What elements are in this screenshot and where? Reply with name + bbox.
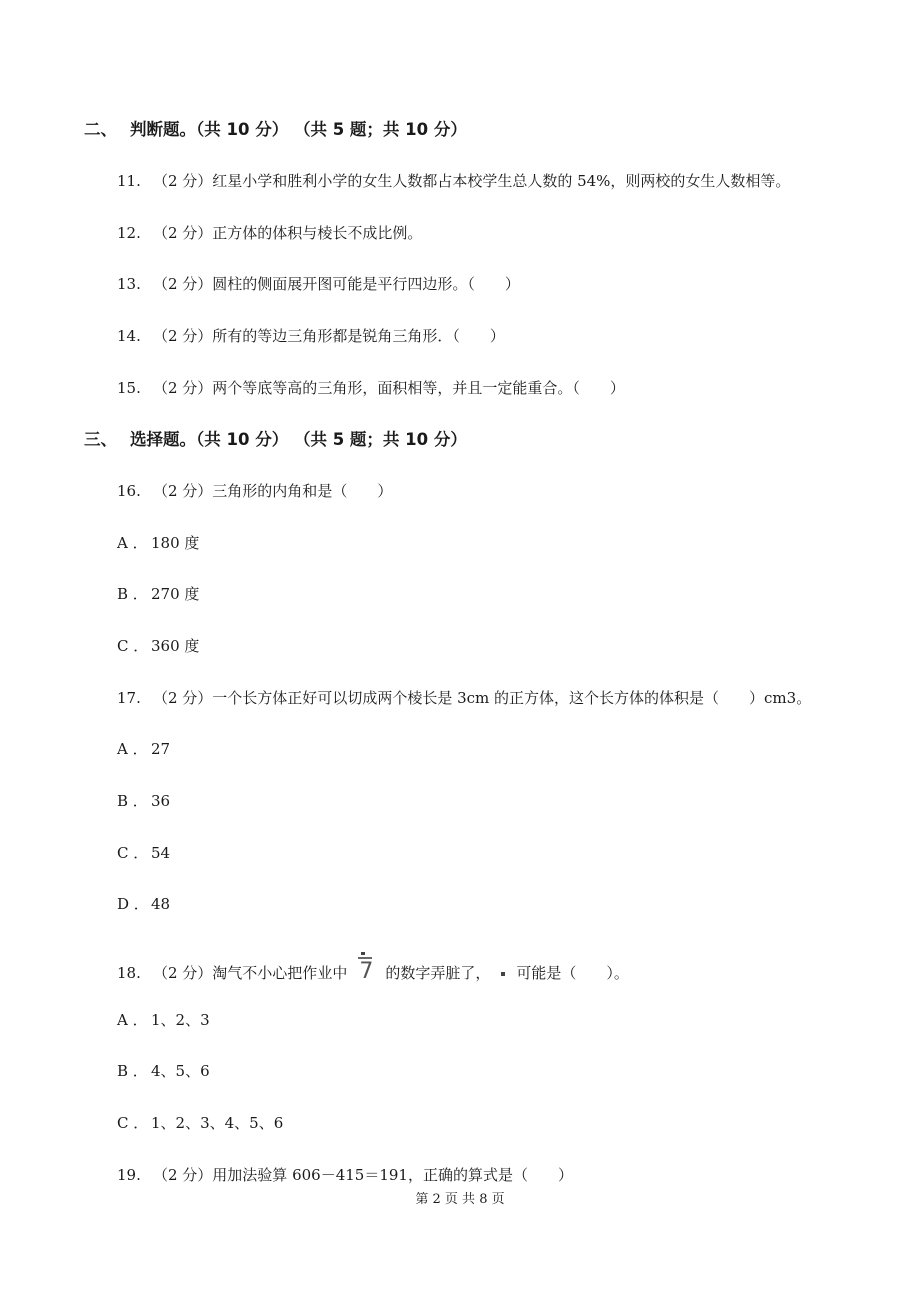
question-text-after: 可能是（ ）。	[516, 964, 629, 982]
option-text: 1、2、3	[151, 1011, 210, 1029]
option-label: A ．	[117, 740, 148, 758]
question-16	[117, 481, 392, 501]
question-text: （2 分）用加法验算 606－415＝191，正确的算式是（ ）	[153, 1166, 573, 1184]
option-16-c[interactable]	[117, 636, 199, 656]
option-label: C ．	[117, 844, 149, 862]
question-number: 19.	[117, 1166, 141, 1184]
question-text: （2 分）三角形的内角和是（ ）	[153, 482, 393, 500]
section-heading-judgment	[84, 119, 467, 141]
question-text-middle: 的数字弄脏了，	[385, 964, 491, 982]
option-text: 36	[151, 792, 171, 810]
option-16-a[interactable]	[117, 533, 199, 553]
question-15	[117, 378, 625, 398]
option-18-c[interactable]	[117, 1113, 283, 1133]
option-17-c[interactable]	[117, 843, 170, 863]
page-footer: 第 2 页 共 8 页	[415, 1192, 505, 1207]
option-text: 360 度	[151, 637, 200, 655]
question-number: 16.	[117, 482, 141, 500]
question-text: （2 分）一个长方体正好可以切成两个棱长是 3cm 的正方体，这个长方体的体积是（ ）cm3。	[153, 689, 812, 707]
question-14	[117, 326, 505, 346]
option-18-a[interactable]	[117, 1010, 210, 1030]
section-title: 选择题。（共 10 分） （共 5 题；共 10 分）	[130, 430, 467, 449]
option-label: B ．	[117, 585, 148, 603]
option-text: 180 度	[151, 534, 200, 552]
option-17-a[interactable]	[117, 739, 170, 759]
fraction-denominator: 7	[359, 959, 374, 984]
question-text: （2 分）两个等底等高的三角形，面积相等，并且一定能重合。（ ）	[153, 379, 625, 397]
question-number: 11.	[117, 172, 141, 190]
option-17-d[interactable]	[117, 894, 170, 914]
question-19	[117, 1165, 573, 1185]
question-12	[117, 223, 422, 243]
question-text: （2 分）所有的等边三角形都是锐角三角形．（ ）	[153, 327, 505, 345]
question-number: 12.	[117, 224, 141, 242]
question-text-before: （2 分）淘气不小心把作业中	[153, 964, 348, 982]
question-text: （2 分）正方体的体积与棱长不成比例。	[153, 224, 423, 242]
option-label: B ．	[117, 792, 148, 810]
option-text: 1、2、3、4、5、6	[151, 1114, 284, 1132]
option-label: A ．	[117, 534, 148, 552]
question-number: 17.	[117, 689, 141, 707]
question-number: 14.	[117, 327, 141, 345]
option-text: 27	[151, 740, 171, 758]
question-number: 13.	[117, 275, 141, 293]
option-label: B ．	[117, 1062, 148, 1080]
question-text: （2 分）红星小学和胜利小学的女生人数都占本校学生总人数的 54%，则两校的女生人数相等。	[153, 172, 791, 190]
question-18	[117, 957, 629, 991]
option-label: C ．	[117, 637, 149, 655]
section-number: 三、	[84, 430, 117, 449]
option-17-b[interactable]	[117, 791, 170, 811]
section-number: 二、	[84, 120, 117, 139]
smudge-dot-icon	[498, 969, 508, 979]
question-number: 15.	[117, 379, 141, 397]
option-text: 48	[151, 895, 171, 913]
question-13	[117, 274, 520, 294]
option-text: 4、5、6	[151, 1062, 210, 1080]
smudged-fraction-image	[355, 957, 377, 991]
option-label: A ．	[117, 1011, 148, 1029]
question-17	[117, 688, 811, 708]
option-label: C ．	[117, 1114, 149, 1132]
option-16-b[interactable]	[117, 584, 199, 604]
option-text: 270 度	[151, 585, 200, 603]
option-18-b[interactable]	[117, 1061, 210, 1081]
option-label: D ．	[117, 895, 149, 913]
option-text: 54	[151, 844, 171, 862]
question-number: 18.	[117, 964, 141, 982]
question-11	[117, 171, 790, 191]
section-title: 判断题。（共 10 分） （共 5 题；共 10 分）	[130, 120, 467, 139]
question-text: （2 分）圆柱的侧面展开图可能是平行四边形。（ ）	[153, 275, 520, 293]
section-heading-choice	[84, 429, 467, 451]
